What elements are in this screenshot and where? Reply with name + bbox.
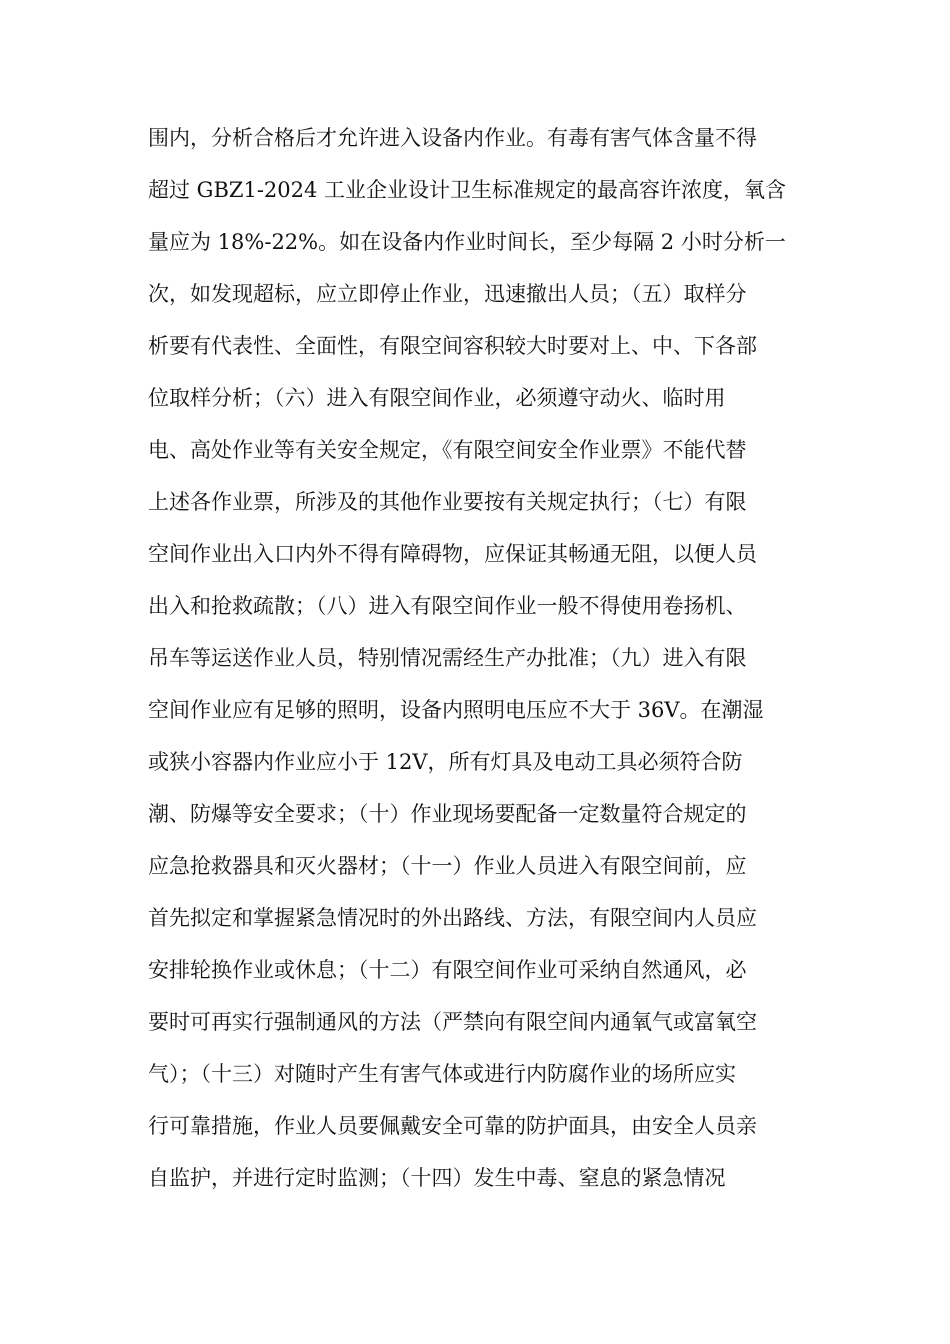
text-line: 次，如发现超标，应立即停止作业，迅速撤出人员；（五）取样分	[148, 282, 747, 306]
text-line: 围内，分析合格后才允许进入设备内作业。有毒有害气体含量不得	[148, 126, 757, 150]
body-text	[148, 119, 808, 1211]
text-line: 超过 GBZ1-2024 工业企业设计卫生标准规定的最高容许浓度，氧含	[148, 178, 787, 202]
text-line: 安排轮换作业或休息；（十二）有限空间作业可采纳自然通风，必	[148, 958, 747, 982]
text-line: 自监护，并进行定时监测；（十四）发生中毒、窒息的紧急情况	[148, 1166, 726, 1190]
text-line: 出入和抢救疏散；（八）进入有限空间作业一般不得使用卷扬机、	[148, 594, 747, 618]
text-line: 吊车等运送作业人员，特别情况需经生产办批准；（九）进入有限	[148, 646, 747, 670]
text-line: 首先拟定和掌握紧急情况时的外出路线、方法，有限空间内人员应	[148, 906, 757, 930]
text-line: 或狭小容器内作业应小于 12V，所有灯具及电动工具必须符合防	[148, 750, 743, 774]
text-line: 应急抢救器具和灭火器材；（十一）作业人员进入有限空间前，应	[148, 854, 747, 878]
text-line: 气）；（十三）对随时产生有害气体或进行内防腐作业的场所应实	[148, 1062, 736, 1086]
text-line: 电、高处作业等有关安全规定，《有限空间安全作业票》不能代替	[148, 438, 747, 462]
text-line: 要时可再实行强制通风的方法（严禁向有限空间内通氧气或富氧空	[148, 1010, 757, 1034]
text-line: 上述各作业票，所涉及的其他作业要按有关规定执行；（七）有限	[148, 490, 747, 514]
text-line: 空间作业出入口内外不得有障碍物，应保证其畅通无阻，以便人员	[148, 542, 757, 566]
text-line: 析要有代表性、全面性，有限空间容积较大时要对上、中、下各部	[148, 334, 757, 358]
text-line: 行可靠措施，作业人员要佩戴安全可靠的防护面具，由安全人员亲	[148, 1114, 757, 1138]
text-line: 潮、防爆等安全要求；（十）作业现场要配备一定数量符合规定的	[148, 802, 747, 826]
text-line: 量应为 18%-22%。如在设备内作业时间长，至少每隔 2 小时分析一	[148, 230, 786, 254]
text-line: 空间作业应有足够的照明，设备内照明电压应不大于 36V。在潮湿	[148, 698, 764, 722]
text-line: 位取样分析；（六）进入有限空间作业，必须遵守动火、临时用	[148, 386, 726, 410]
